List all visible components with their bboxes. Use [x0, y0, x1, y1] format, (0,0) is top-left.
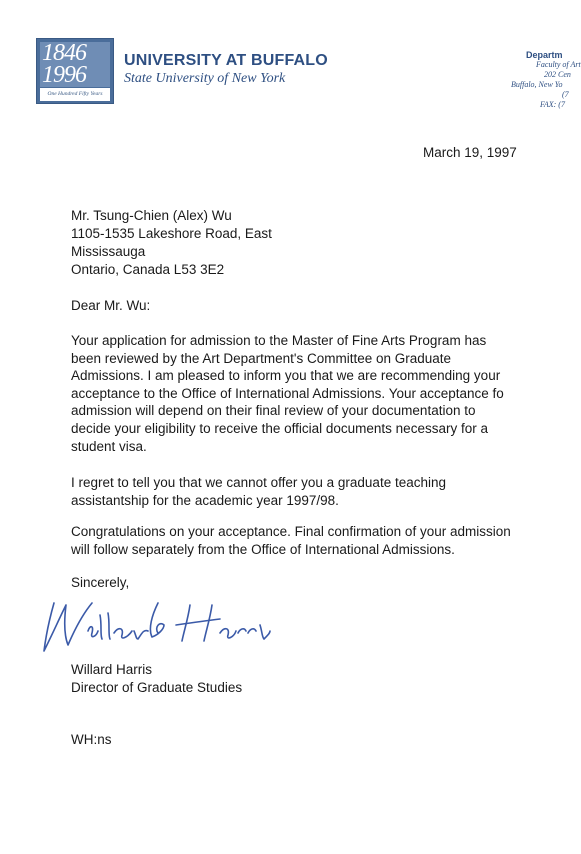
recipient-line: Ontario, Canada L53 3E2 — [71, 262, 225, 277]
salutation: Dear Mr. Wu: — [71, 298, 151, 313]
department-line: Buffalo, New Yo — [511, 80, 563, 89]
paragraph-line: assistantship for the academic year 1997/98. — [71, 492, 339, 508]
recipient-address — [71, 207, 272, 279]
logo-year-top: 1846 — [42, 40, 86, 66]
signer-name: Willard Harris — [71, 662, 152, 677]
paragraph-confirmation — [71, 523, 569, 558]
paragraph-line: been reviewed by the Art Department's Committee on Graduate — [71, 350, 452, 366]
university-subtitle: State University of New York — [124, 71, 286, 86]
paragraph-line: Congratulations on your acceptance. Final confirmation of your admission — [71, 524, 511, 539]
department-address — [506, 50, 581, 110]
closing: Sincerely, — [71, 575, 130, 590]
department-line: Faculty of Art — [536, 60, 581, 69]
paragraph-line: Your application for admission to the Master of Fine Arts Program has — [71, 333, 487, 348]
recipient-line: Mississauga — [71, 244, 146, 259]
handwritten-signature — [40, 595, 270, 655]
paragraph-line: I regret to tell you that we cannot offer you a graduate teaching — [71, 475, 446, 490]
paragraph-admission — [71, 332, 569, 455]
paragraph-line: admission will depend on their final review of your documentation to — [71, 403, 476, 419]
department-line: (7 — [562, 90, 569, 99]
letter-date: March 19, 1997 — [423, 145, 517, 160]
university-seal-logo — [36, 38, 114, 104]
recipient-line: Mr. Tsung-Chien (Alex) Wu — [71, 208, 232, 223]
signer-title: Director of Graduate Studies — [71, 680, 243, 695]
university-name: UNIVERSITY AT BUFFALO — [124, 52, 328, 69]
paragraph-assistantship — [71, 474, 569, 509]
logo-tagline: One Hundred Fifty Years — [40, 88, 110, 101]
paragraph-line: acceptance to the Office of International Admissions. Your acceptance fo — [71, 385, 504, 401]
paragraph-line: student visa. — [71, 438, 147, 454]
recipient-line: 1105-1535 Lakeshore Road, East — [71, 226, 272, 241]
logo-year-bottom: 1996 — [42, 62, 86, 88]
reference-initials: WH:ns — [71, 732, 112, 747]
department-line: Departm — [526, 50, 563, 60]
department-line: FAX: (7 — [540, 100, 565, 109]
department-line: 202 Cen — [544, 70, 571, 79]
paragraph-line: decide your eligibility to receive the official documents necessary for a — [71, 420, 488, 436]
paragraph-line: Admissions. I am pleased to inform you that we are recommending your — [71, 368, 501, 384]
paragraph-line: will follow separately from the Office of International Admissions. — [71, 541, 455, 557]
signature-block — [71, 661, 242, 697]
